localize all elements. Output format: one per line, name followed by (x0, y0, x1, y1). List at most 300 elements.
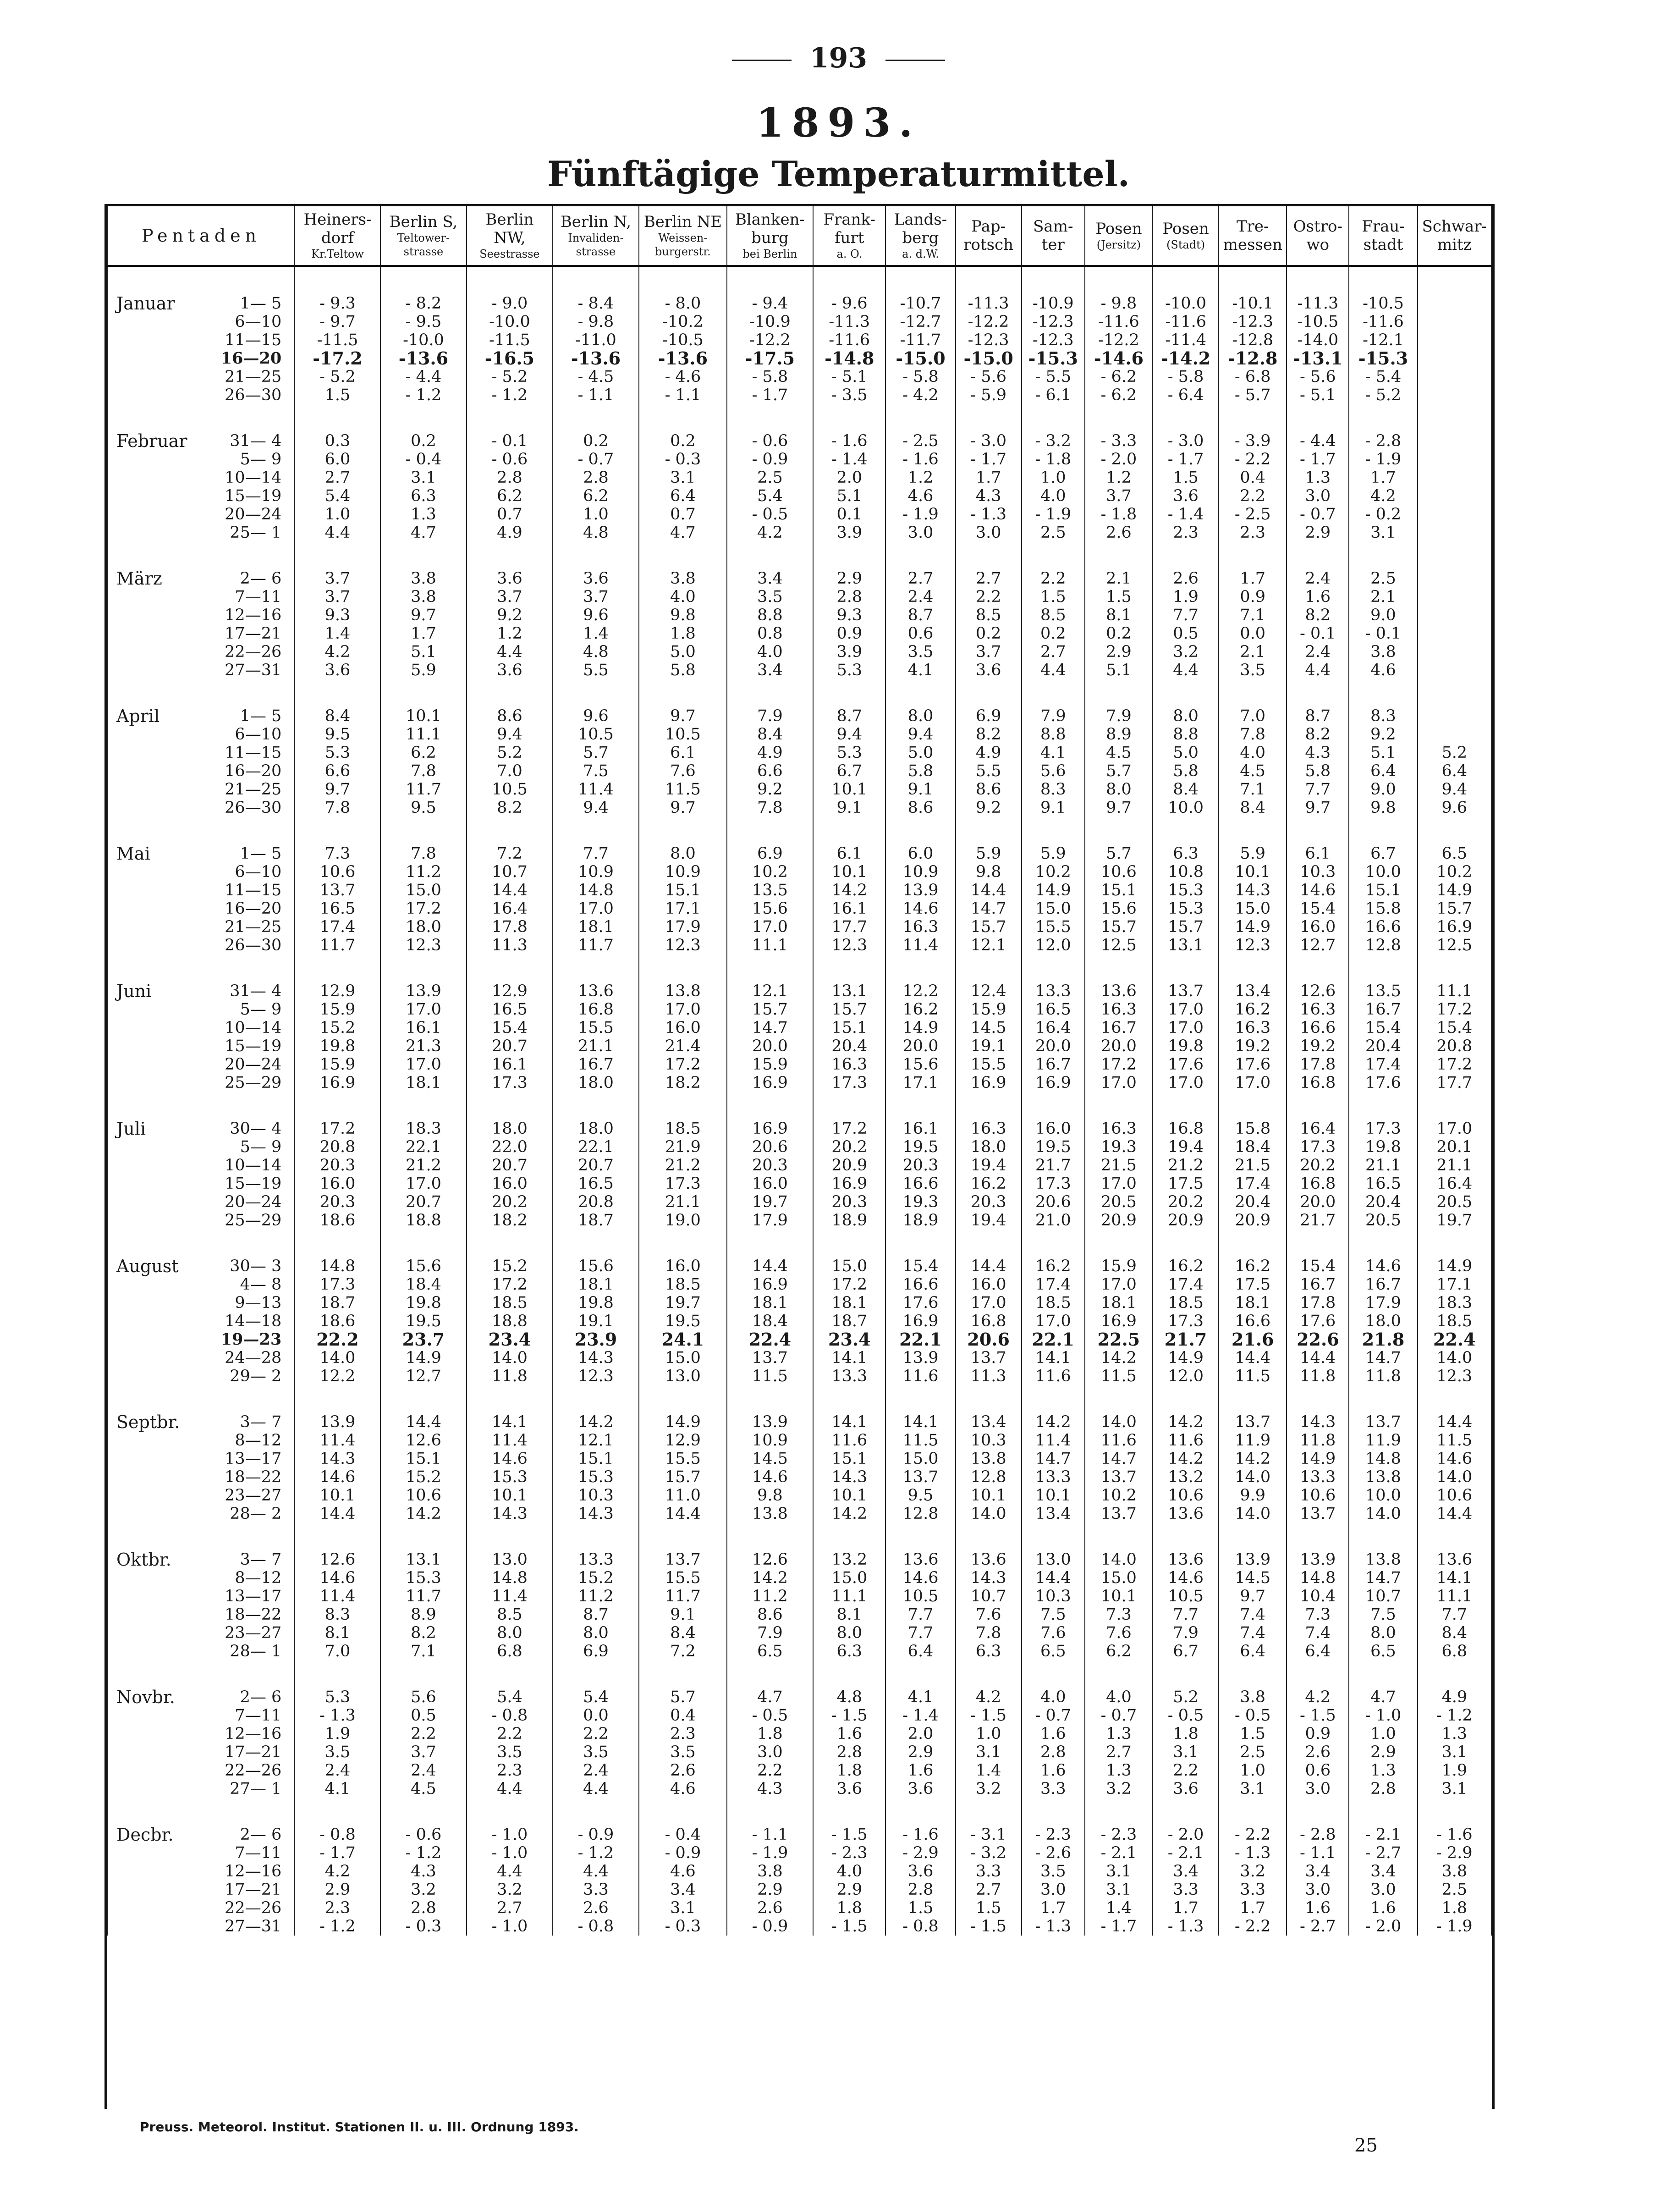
temperature-cell: 10.1 (956, 1486, 1022, 1505)
temperature-cell: 14.0 (1085, 1413, 1153, 1431)
table-row (108, 1294, 1491, 1312)
spacer-cell (885, 1523, 955, 1550)
temperature-cell: 17.0 (1153, 1074, 1219, 1092)
temperature-cell: 17.0 (1022, 1312, 1085, 1330)
temperature-cell: 12.3 (380, 936, 467, 954)
temperature-cell: 8.5 (467, 1605, 552, 1624)
temperature-cell: 14.0 (1085, 1550, 1153, 1569)
temperature-cell: 3.3 (956, 1862, 1022, 1881)
temperature-cell: 6.4 (1418, 762, 1491, 780)
temperature-cell: 15.1 (380, 1450, 467, 1468)
spacer-cell (1022, 954, 1085, 982)
temperature-cell: - 0.2 (1349, 505, 1417, 524)
temperature-cell: 13.9 (295, 1413, 380, 1431)
header-station-2 (467, 205, 552, 266)
temperature-cell: 0.8 (727, 624, 813, 643)
pentade-range: 20—24 (205, 1055, 295, 1074)
temperature-cell: -11.4 (1153, 331, 1219, 349)
temperature-cell: 18.7 (553, 1211, 639, 1230)
temperature-cell: 4.6 (639, 1862, 727, 1881)
temperature-cell: 3.0 (1287, 487, 1349, 505)
temperature-cell: 15.2 (295, 1019, 380, 1037)
temperature-cell: 1.6 (1287, 588, 1349, 606)
spacer-cell (1153, 1523, 1219, 1550)
temperature-cell: 2.1 (1349, 588, 1417, 606)
table-row (108, 744, 1491, 762)
temperature-cell: 2.6 (553, 1899, 639, 1917)
temperature-cell: - 1.5 (956, 1706, 1022, 1725)
temperature-cell: 20.0 (885, 1037, 955, 1055)
table-row (108, 368, 1491, 386)
temperature-cell: 15.7 (813, 1000, 885, 1019)
temperature-cell: 3.0 (885, 524, 955, 542)
spacer-cell (1219, 266, 1287, 294)
spacer-cell (1418, 1798, 1491, 1826)
temperature-cell: - 0.7 (553, 450, 639, 469)
temperature-cell: 7.6 (639, 762, 727, 780)
temperature-cell: 11.2 (553, 1587, 639, 1605)
table-row (108, 1211, 1491, 1230)
spacer-cell (380, 1092, 467, 1120)
temperature-cell: 3.8 (380, 569, 467, 588)
temperature-cell: 3.0 (956, 524, 1022, 542)
temperature-cell: 2.9 (295, 1881, 380, 1899)
month-label-empty (108, 1862, 205, 1881)
temperature-cell: 16.4 (1022, 1019, 1085, 1037)
temperature-cell: 13.1 (1153, 936, 1219, 954)
spacer-cell (1349, 817, 1417, 844)
table-row (108, 1917, 1491, 1936)
temperature-cell: 8.0 (885, 707, 955, 725)
temperature-cell: 12.3 (1219, 936, 1287, 954)
temperature-cell: 5.1 (380, 643, 467, 661)
header-station-3 (553, 205, 639, 266)
pentade-range: 31— 4 (205, 982, 295, 1000)
pentade-range: 17—21 (205, 624, 295, 643)
table-row (108, 762, 1491, 780)
temperature-cell: 15.7 (1153, 918, 1219, 936)
temperature-cell: 15.9 (295, 1055, 380, 1074)
month-label-empty (108, 524, 205, 542)
temperature-cell: - 1.5 (813, 1826, 885, 1844)
month-label-empty (108, 450, 205, 469)
temperature-cell: 17.0 (1219, 1074, 1287, 1092)
spacer-cell (1153, 542, 1219, 569)
temperature-cell: 18.4 (1219, 1138, 1287, 1156)
month-label-empty (108, 487, 205, 505)
header-station-15 (1418, 205, 1491, 266)
pentade-range: 15—19 (205, 487, 295, 505)
temperature-cell: 5.6 (1022, 762, 1085, 780)
temperature-cell: 11.4 (467, 1431, 552, 1450)
temperature-cell: - 0.9 (553, 1826, 639, 1844)
month-label-empty (108, 762, 205, 780)
header-station-11 (1153, 205, 1219, 266)
temperature-cell: 13.6 (1418, 1550, 1491, 1569)
temperature-cell: 17.3 (295, 1275, 380, 1294)
temperature-cell: 12.9 (639, 1431, 727, 1450)
temperature-cell: - 5.2 (467, 368, 552, 386)
spacer-cell (108, 1230, 205, 1257)
temperature-cell: - 0.5 (1219, 1706, 1287, 1725)
temperature-cell: 11.7 (380, 1587, 467, 1605)
table-header-row (108, 205, 1491, 266)
temperature-cell: 2.1 (1219, 643, 1287, 661)
temperature-cell: 14.6 (1349, 1257, 1417, 1275)
temperature-cell: 10.1 (467, 1486, 552, 1505)
spacer-cell (467, 1385, 552, 1413)
temperature-cell: 15.6 (885, 1055, 955, 1074)
spacer-cell (1153, 817, 1219, 844)
temperature-cell: 3.7 (956, 643, 1022, 661)
table-row (108, 1761, 1491, 1780)
spacer-cell (639, 817, 727, 844)
temperature-cell: - 2.9 (1418, 1844, 1491, 1862)
temperature-cell: 19.2 (1287, 1037, 1349, 1055)
temperature-cell: 11.4 (885, 936, 955, 954)
spacer-cell (1349, 679, 1417, 707)
temperature-cell: 2.3 (295, 1899, 380, 1917)
temperature-cell: 14.7 (956, 899, 1022, 918)
temperature-cell: 3.1 (1418, 1743, 1491, 1761)
temperature-cell: 20.1 (1418, 1138, 1491, 1156)
temperature-cell: 13.0 (467, 1550, 552, 1569)
temperature-cell: 20.0 (1287, 1193, 1349, 1211)
pentade-range: 16—20 (205, 349, 295, 368)
temperature-cell: 15.0 (813, 1569, 885, 1587)
temperature-cell: 9.6 (1418, 799, 1491, 817)
temperature-cell: 18.1 (813, 1294, 885, 1312)
temperature-cell: 2.3 (1219, 524, 1287, 542)
spacer-cell (1349, 542, 1417, 569)
temperature-cell (1418, 313, 1491, 331)
month-label-empty (108, 725, 205, 744)
temperature-cell: 12.4 (956, 982, 1022, 1000)
pentade-range: 16—20 (205, 899, 295, 918)
table-row (108, 469, 1491, 487)
temperature-cell: - 2.9 (885, 1844, 955, 1862)
temperature-cell: 4.2 (956, 1688, 1022, 1706)
temperature-cell: 11.7 (295, 936, 380, 954)
month-label-empty (108, 1587, 205, 1605)
temperature-cell: 11.3 (956, 1367, 1022, 1385)
temperature-cell: 14.9 (885, 1019, 955, 1037)
temperature-cell: 1.8 (1418, 1899, 1491, 1917)
temperature-cell: 2.8 (553, 469, 639, 487)
temperature-cell: 16.4 (1418, 1175, 1491, 1193)
temperature-cell: 4.4 (553, 1780, 639, 1798)
temperature-cell: 13.3 (1022, 982, 1085, 1000)
header-station-subtitle: (Jersitz) (1096, 238, 1141, 251)
spacer-cell (1085, 542, 1153, 569)
temperature-cell: 1.7 (1153, 1899, 1219, 1917)
temperature-cell: 4.9 (1418, 1688, 1491, 1706)
table-row (108, 1055, 1491, 1074)
temperature-cell: 13.9 (380, 982, 467, 1000)
temperature-cell: 17.0 (553, 899, 639, 918)
temperature-cell: 16.9 (956, 1074, 1022, 1092)
temperature-cell: 3.2 (1153, 643, 1219, 661)
temperature-cell: 13.8 (727, 1505, 813, 1523)
temperature-cell: 9.7 (1085, 799, 1153, 817)
temperature-cell: 6.0 (295, 450, 380, 469)
temperature-cell: 10.9 (727, 1431, 813, 1450)
temperature-cell: 10.1 (1219, 863, 1287, 881)
temperature-cell: 22.4 (727, 1330, 813, 1349)
temperature-cell (1418, 725, 1491, 744)
header-station-name: Frank- furt (823, 210, 876, 247)
pentade-range: 26—30 (205, 386, 295, 404)
temperature-cell: 3.0 (727, 1743, 813, 1761)
spacer-cell (639, 266, 727, 294)
temperature-cell: 10.8 (1153, 863, 1219, 881)
temperature-cell: 3.8 (380, 588, 467, 606)
temperature-cell: 16.7 (1349, 1000, 1417, 1019)
pentade-range: 7—11 (205, 588, 295, 606)
spacer-cell (727, 1385, 813, 1413)
temperature-cell: 8.6 (467, 707, 552, 725)
temperature-cell: 2.0 (813, 469, 885, 487)
pentade-range: 15—19 (205, 1175, 295, 1193)
temperature-cell: 4.0 (1022, 1688, 1085, 1706)
spacer-cell (380, 679, 467, 707)
temperature-cell: 0.9 (813, 624, 885, 643)
spacer-cell (1418, 1230, 1491, 1257)
temperature-cell: 13.7 (1085, 1505, 1153, 1523)
month-label-empty (108, 349, 205, 368)
temperature-cell: 11.5 (1219, 1367, 1287, 1385)
temperature-cell: 6.7 (1153, 1642, 1219, 1660)
temperature-cell: 13.4 (1219, 982, 1287, 1000)
temperature-cell: 1.9 (1418, 1761, 1491, 1780)
temperature-cell: 1.5 (1219, 1725, 1287, 1743)
temperature-cell: 7.5 (1022, 1605, 1085, 1624)
month-label-empty (108, 368, 205, 386)
temperature-cell: 5.0 (639, 643, 727, 661)
pentade-range: 5— 9 (205, 1000, 295, 1019)
spacer-cell (295, 1660, 380, 1688)
temperature-cell: -12.2 (727, 331, 813, 349)
temperature-cell: -15.3 (1349, 349, 1417, 368)
spacer-cell (1085, 1385, 1153, 1413)
temperature-cell: 18.5 (1022, 1294, 1085, 1312)
temperature-cell: - 1.2 (467, 386, 552, 404)
page-number-dash-right (885, 60, 945, 61)
temperature-cell: 10.9 (885, 863, 955, 881)
pentade-range: 8—12 (205, 1431, 295, 1450)
temperature-cell: - 1.3 (1022, 1917, 1085, 1936)
table-row (108, 799, 1491, 817)
temperature-cell: - 1.4 (885, 1706, 955, 1725)
temperature-cell: - 9.3 (295, 294, 380, 313)
temperature-cell: 15.0 (1219, 899, 1287, 918)
temperature-cell: 13.6 (1153, 1550, 1219, 1569)
temperature-cell: 17.3 (813, 1074, 885, 1092)
spacer-cell (727, 1798, 813, 1826)
temperature-cell: 19.5 (380, 1312, 467, 1330)
temperature-cell: 9.2 (467, 606, 552, 624)
temperature-cell: 14.3 (467, 1505, 552, 1523)
temperature-cell: 14.6 (1287, 881, 1349, 899)
spacer-cell (1153, 1230, 1219, 1257)
temperature-cell: - 1.2 (295, 1917, 380, 1936)
spacer-cell (108, 817, 205, 844)
temperature-cell: -10.2 (639, 313, 727, 331)
table-row (108, 487, 1491, 505)
temperature-cell: 1.7 (1219, 569, 1287, 588)
temperature-cell: 15.5 (1022, 918, 1085, 936)
pentade-range: 12—16 (205, 606, 295, 624)
table-row (108, 1844, 1491, 1862)
temperature-cell: 3.7 (295, 588, 380, 606)
temperature-cell: 8.8 (1153, 725, 1219, 744)
spacer-cell (885, 1092, 955, 1120)
month-label: März (108, 569, 205, 588)
temperature-cell: 3.6 (813, 1780, 885, 1798)
temperature-cell: 20.4 (1349, 1193, 1417, 1211)
spacer-cell (727, 954, 813, 982)
temperature-cell: 15.7 (1085, 918, 1153, 936)
temperature-cell: 12.1 (956, 936, 1022, 954)
temperature-cell: 15.1 (813, 1019, 885, 1037)
temperature-cell: 14.0 (467, 1349, 552, 1367)
temperature-cell: 18.8 (467, 1312, 552, 1330)
temperature-cell: 7.7 (885, 1605, 955, 1624)
temperature-cell: 14.9 (1219, 918, 1287, 936)
table-row (108, 1450, 1491, 1468)
temperature-cell: 3.4 (727, 661, 813, 679)
temperature-cell: 11.4 (467, 1587, 552, 1605)
temperature-cell: -12.3 (1022, 313, 1085, 331)
temperature-cell: 10.0 (1153, 799, 1219, 817)
temperature-cell: - 5.9 (956, 386, 1022, 404)
temperature-cell: 3.2 (1085, 1780, 1153, 1798)
spacer-cell (295, 542, 380, 569)
temperature-cell: 1.3 (1418, 1725, 1491, 1743)
temperature-cell: 4.0 (639, 588, 727, 606)
temperature-cell: 2.4 (295, 1761, 380, 1780)
temperature-cell: 17.3 (1349, 1120, 1417, 1138)
temperature-cell: 20.2 (467, 1193, 552, 1211)
temperature-cell: 2.4 (1287, 643, 1349, 661)
month-spacer-row (108, 1660, 1491, 1688)
header-station-9 (1022, 205, 1085, 266)
spacer-cell (295, 1230, 380, 1257)
temperature-cell: 22.0 (467, 1138, 552, 1156)
month-label-empty (108, 661, 205, 679)
temperature-cell: 18.6 (295, 1312, 380, 1330)
spacer-cell (380, 266, 467, 294)
spacer-cell (295, 266, 380, 294)
temperature-cell: 7.1 (1219, 780, 1287, 799)
temperature-cell: 14.6 (467, 1450, 552, 1468)
temperature-cell: 18.1 (380, 1074, 467, 1092)
month-spacer-row (108, 266, 1491, 294)
spacer-cell (108, 954, 205, 982)
temperature-cell: 18.1 (1085, 1294, 1153, 1312)
temperature-cell: 18.1 (727, 1294, 813, 1312)
spacer-cell (205, 1385, 295, 1413)
temperature-cell: 2.9 (1287, 524, 1349, 542)
temperature-cell: 14.9 (1287, 1450, 1349, 1468)
temperature-cell: 13.0 (639, 1367, 727, 1385)
header-station-12 (1219, 205, 1287, 266)
temperature-cell: 15.7 (727, 1000, 813, 1019)
table-row (108, 1037, 1491, 1055)
pentade-range: 2— 6 (205, 569, 295, 588)
temperature-cell: 7.8 (956, 1624, 1022, 1642)
temperature-cell: 16.8 (1287, 1175, 1349, 1193)
spacer-cell (380, 1230, 467, 1257)
pentade-range: 2— 6 (205, 1826, 295, 1844)
spacer-cell (1153, 954, 1219, 982)
table-row (108, 1349, 1491, 1367)
temperature-cell: 11.7 (553, 936, 639, 954)
spacer-cell (1153, 404, 1219, 432)
temperature-cell: 21.1 (1349, 1156, 1417, 1175)
spacer-cell (553, 1660, 639, 1688)
temperature-cell: 12.5 (1085, 936, 1153, 954)
temperature-cell: 14.4 (1219, 1349, 1287, 1367)
pentade-range: 10—14 (205, 469, 295, 487)
temperature-cell: 24.1 (639, 1330, 727, 1349)
spacer-cell (956, 679, 1022, 707)
spacer-cell (467, 954, 552, 982)
header-station-name: Blanken- burg (735, 210, 805, 247)
temperature-cell: 7.3 (1287, 1605, 1349, 1624)
temperature-cell: 16.5 (295, 899, 380, 918)
header-station-name: Sam- ter (1033, 217, 1073, 254)
temperature-cell: 19.5 (885, 1138, 955, 1156)
temperature-cell: 19.8 (295, 1037, 380, 1055)
temperature-cell: - 0.7 (1085, 1706, 1153, 1725)
temperature-cell: 18.0 (956, 1138, 1022, 1156)
temperature-cell: 18.7 (295, 1294, 380, 1312)
temperature-cell: 16.5 (1022, 1000, 1085, 1019)
temperature-cell: 3.5 (553, 1743, 639, 1761)
spacer-cell (727, 1092, 813, 1120)
pentade-range: 26—30 (205, 799, 295, 817)
temperature-cell: 3.5 (727, 588, 813, 606)
temperature-cell: 14.4 (295, 1505, 380, 1523)
temperature-cell (1418, 450, 1491, 469)
temperature-cell: 20.5 (1349, 1211, 1417, 1230)
temperature-cell: 11.1 (813, 1587, 885, 1605)
temperature-cell: 16.3 (813, 1055, 885, 1074)
temperature-cell: 23.4 (467, 1330, 552, 1349)
temperature-cell: 17.2 (295, 1120, 380, 1138)
temperature-cell: 3.1 (956, 1743, 1022, 1761)
month-label-empty (108, 918, 205, 936)
spacer-cell (727, 1523, 813, 1550)
spacer-cell (1085, 1523, 1153, 1550)
pentade-range: 29— 2 (205, 1367, 295, 1385)
temperature-cell (1418, 469, 1491, 487)
temperature-cell: 3.8 (1349, 643, 1417, 661)
temperature-cell: 7.0 (467, 762, 552, 780)
month-label-empty (108, 1275, 205, 1294)
table-row (108, 1413, 1491, 1431)
temperature-cell: 17.0 (1085, 1074, 1153, 1092)
temperature-cell: 11.5 (885, 1431, 955, 1450)
spacer-cell (467, 404, 552, 432)
temperature-cell: 14.9 (1418, 881, 1491, 899)
temperature-cell: 22.1 (553, 1138, 639, 1156)
temperature-cell: 8.6 (727, 1605, 813, 1624)
month-spacer-row (108, 1523, 1491, 1550)
temperature-cell: 10.6 (380, 1486, 467, 1505)
temperature-cell: 5.7 (1085, 762, 1153, 780)
